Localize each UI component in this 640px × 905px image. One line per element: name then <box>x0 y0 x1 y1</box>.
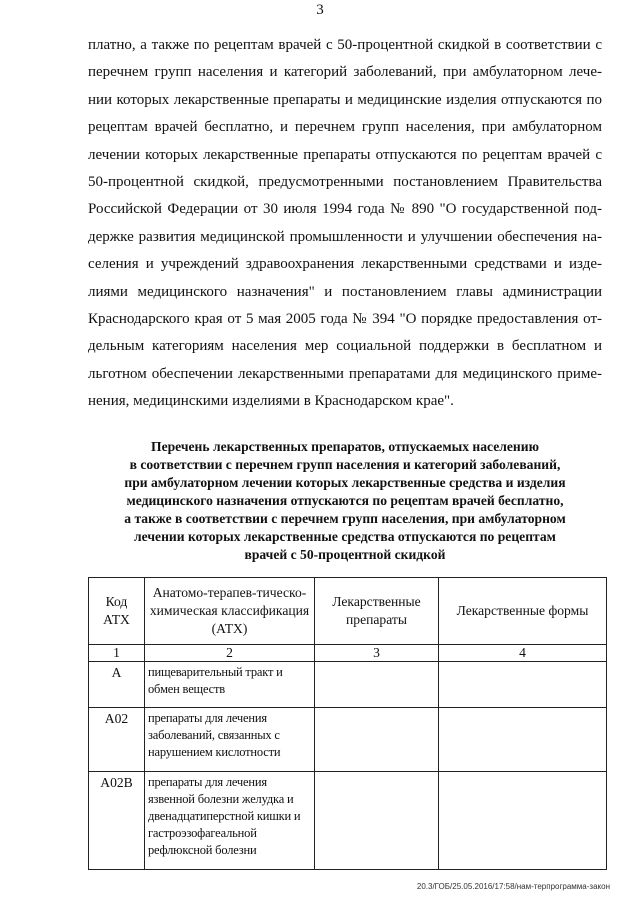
header-code: Код АТХ <box>89 578 145 645</box>
table-row <box>89 708 607 772</box>
paragraph-line: лечении которых лекарственные препараты отпускаются по рецептам врачей с <box>88 146 602 163</box>
paragraph-line: держке развития медицинской промышленности и улучшении обеспечения на- <box>88 228 602 245</box>
paragraph-line: Российской Федерации от 30 июля 1994 года № 890 "О государственной под- <box>88 201 602 218</box>
row-drugs <box>315 708 439 772</box>
heading-line: при амбулаторном лечении которых лекарственные средства и изделия <box>124 475 566 490</box>
body-paragraph <box>88 32 602 416</box>
row-forms <box>439 772 607 870</box>
list-heading <box>88 438 602 564</box>
row-code: А02 <box>89 708 145 772</box>
heading-line: лечении которых лекарственные средства отпускаются по рецептам <box>134 529 556 544</box>
footer-code: 20.3/ГОБ/25.05.2016/17:58/нам-терпрограмма-закон <box>416 882 610 891</box>
paragraph-line: платно, а также по рецептам врачей с 50-процентной скидкой в соответствии с <box>88 37 602 53</box>
row-drugs <box>315 772 439 870</box>
column-number: 2 <box>145 645 315 662</box>
paragraph-line: перечнем групп населения и категорий заболеваний, при амбулаторном лече- <box>88 64 602 81</box>
row-classification: препараты для лечения язвенной болезни желудка и двенадцатиперстной кишки и гастроэзофагеальной рефлюксной болезни <box>145 772 315 870</box>
row-drugs <box>315 662 439 708</box>
row-forms <box>439 662 607 708</box>
paragraph-line: нения, медицинскими изделиями в Краснодарском крае". <box>88 393 454 410</box>
table-header-row <box>89 578 607 645</box>
heading-line: Перечень лекарственных препаратов, отпускаемых населению <box>151 439 539 454</box>
table-row <box>89 772 607 870</box>
header-drugs: Лекарственные препараты <box>315 578 439 645</box>
header-classification: Анатомо-терапев-тическо-химическая классификация (АТХ) <box>145 578 315 645</box>
row-forms <box>439 708 607 772</box>
paragraph-line: дельным категориям населения мер социальной поддержки в бесплатном и <box>88 338 602 355</box>
row-classification: пищеварительный тракт и обмен веществ <box>145 662 315 708</box>
heading-line: а также в соответствии с перечнем групп населения, при амбулаторном <box>124 511 566 526</box>
paragraph-line: льготном обеспечении лекарственными препаратами для медицинского приме- <box>88 365 602 382</box>
column-number: 3 <box>315 645 439 662</box>
paragraph-line: селения и учреждений здравоохранения лекарственными средствами и изде- <box>88 256 602 273</box>
row-code: А <box>89 662 145 708</box>
paragraph-line: 50-процентной скидкой, предусмотренными постановлением Правительства <box>88 174 602 191</box>
paragraph-line: нии которых лекарственные препараты и медицинские изделия отпускаются по <box>88 91 602 108</box>
column-number: 4 <box>439 645 607 662</box>
row-classification: препараты для лечения заболеваний, связанных с нарушением кислотности <box>145 708 315 772</box>
atx-table <box>88 577 607 870</box>
column-number-row <box>89 645 607 662</box>
column-number: 1 <box>89 645 145 662</box>
heading-line: врачей с 50-процентной скидкой <box>244 547 446 562</box>
paragraph-line: Краснодарского края от 5 мая 2005 года № 394 "О порядке предоставления от- <box>88 311 602 328</box>
paragraph-line: рецептам врачей бесплатно, и перечнем групп населения, при амбулаторном <box>88 119 602 136</box>
page-number: 3 <box>316 2 324 18</box>
row-code: А02В <box>89 772 145 870</box>
heading-line: в соответствии с перечнем групп населения и категорий заболеваний, <box>129 457 561 472</box>
heading-line: медицинского назначения отпускаются по рецептам врачей бесплатно, <box>126 493 564 508</box>
header-forms: Лекарственные формы <box>439 578 607 645</box>
paragraph-line: лиями медицинского назначения" и постановлением главы администрации <box>88 283 602 300</box>
table-row <box>89 662 607 708</box>
